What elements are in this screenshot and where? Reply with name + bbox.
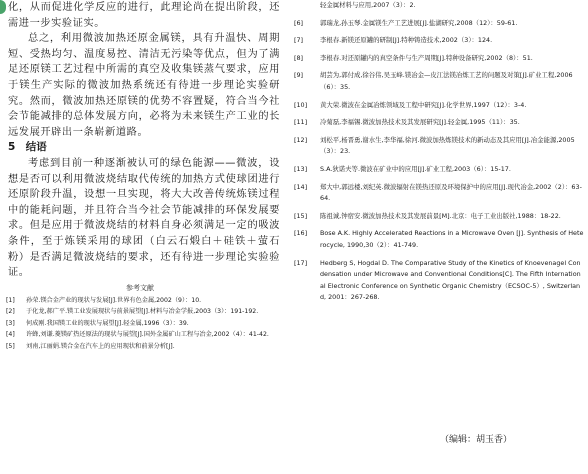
reference-text: 于化龙,郝广平.镁工业发展现状与前景展望[J].材料与冶金学报,2003（3）：191-192. — [26, 308, 259, 316]
reference-item — [6, 330, 280, 341]
reference-number: [8] — [294, 53, 304, 62]
reference-number: [7] — [294, 36, 304, 45]
reference-text: 陈祖诚,钟宿安.微波加热技术及其发展前景[M].北京：电子工业出版社,1988：18-22. — [320, 211, 561, 220]
reference-text: 刘南,江丽娟.镁合金在汽车上的应用现状和前景分析[J]. — [26, 343, 175, 351]
reference-text: 黄大荣.微波在金属冶炼领域及工程中研究[J].化学世界,1997（12）：3-4. — [320, 100, 527, 109]
reference-item — [294, 182, 584, 205]
reference-number: [9] — [294, 71, 304, 80]
paragraph-conclusion: 考虑到目前一种逐渐被认可的绿色能源——微波，设想是否可以利用微波烧结取代传统的加热方式使球团进行还原阶段升温，设想一旦实现，将大大改善传统炼镁过程中的能耗问题，并且符合当今社会节能减排的环保发展要求。但是应用于微波烧结的材料自身必须满足一定的吸波条件，至于炼镁采用的球团（白云石煅白＋硅铁＋萤石粉）是否满足微波烧结的要求，还有待进一步理论实验验证。 — [8, 157, 280, 279]
references-title: 参考文献 — [126, 283, 154, 292]
reference-item — [6, 342, 280, 353]
reference-number: [2] — [6, 308, 15, 316]
right-column — [294, 0, 584, 310]
reference-item — [6, 296, 280, 307]
reference-item — [6, 319, 280, 330]
reference-item — [294, 135, 584, 158]
reference-text: 轻金属材料与应用,2007（3）：2. — [320, 1, 416, 9]
reference-number: [12] — [294, 135, 308, 144]
reference-number: [13] — [294, 164, 308, 173]
reference-item — [294, 117, 584, 129]
reference-number: [3] — [6, 319, 15, 327]
references-list-left — [0, 296, 280, 353]
reference-text: S.A.狄诺夫等.微波在矿业中的应用[J].矿业工程,2003（6）：15-17. — [320, 164, 511, 173]
reference-number: [16] — [294, 229, 308, 238]
section-heading: 5 结语 — [8, 141, 47, 154]
reference-text: 胡芸为,郭付成,徐谷伟,吴玉峰.镁冶金—皮江法镁冶炼工艺的问题及对策[J].矿业工程,2006（6）：35. — [320, 71, 573, 91]
reference-text: 李根春.对还原罐内的真空条件与生产周期[J].特种设备研究,2002（8）：51. — [320, 53, 533, 62]
reference-item — [294, 211, 584, 223]
reference-item — [294, 258, 584, 304]
reference-item — [294, 70, 584, 93]
reference-text: 郭瑞龙,孙玉琴.金属镁生产工艺进展[J].盐湖研究,2008（12）：59-61. — [320, 18, 518, 27]
reference-item — [294, 100, 584, 112]
editor-credit: （编辑：胡玉香） — [440, 435, 513, 445]
reference-text: Hedberg S, Hogdal D. The Comparative Study of the Kinetics of Knoevenagel Condensation under Microwave and Conventional Conditions[C]. The Fifth International Electronic Conference on Synthetic Organic Chemistry（ECSOC-5）, Switzerland, 2001：267-268. — [320, 258, 581, 302]
reference-text: 冷菊磊,李福锡.微波加热技术及其发展研究[J].轻金属,1995（11）：35. — [320, 118, 520, 127]
reference-number: [11] — [294, 118, 308, 127]
reference-item — [6, 307, 280, 318]
reference-text: 郑大中,郭远楼,刘纪英.微波辐射在镁热还原及环境保护中的应用[J].现代冶金,2002（2）：63-64. — [320, 182, 582, 203]
reference-number: [5] — [6, 343, 15, 351]
reference-number: [10] — [294, 100, 308, 109]
reference-number: [15] — [294, 211, 308, 220]
reference-item — [294, 53, 584, 65]
reference-text: 许蜂,刘谦.菱镁矿热还原法的现状与展望[J].国外金属矿山工程与冶金,2002（4）：41-42. — [26, 331, 269, 339]
paragraph-summary: 总之，利用微波加热还原金属镁，具有升温快、周期短、受热均匀、温度易控、清洁无污染等优点，但为了满足还原镁工艺过程中所需的真空及收集镁蒸气要求，应用于镁生产实际的微波加热系统还有待进一步理论实验研究。然而，微波加热还原镁的优势不容置疑，符合当今社会节能减排的总体发展方向，必将为未来镁生产工业的长远发展开辟出一条崭新道路。 — [8, 33, 280, 138]
reference-number: [4] — [6, 331, 15, 339]
reference-number: [17] — [294, 258, 308, 267]
reference-number: [6] — [294, 18, 304, 27]
left-column — [0, 0, 280, 354]
reference-text: 李根春.新镁还原罐的研制[J].特种铸造技术,2002（3）：124. — [320, 36, 493, 45]
reference-item — [294, 18, 584, 30]
reference-item — [294, 228, 584, 251]
reference-number: [1] — [6, 296, 15, 304]
reference-text: 孙荣.镁合金产业的现状与发展[J].世界有色金属,2002（9）：10. — [26, 296, 202, 304]
paragraph-intro: 化，从而促进化学反应的进行，此理论尚在提出阶段，还需进一步实验证实。 — [8, 2, 280, 29]
reference-item — [294, 164, 584, 176]
reference-text: 何成刚.我国镁工业的现状与展望[J].轻金属,1996（3）：39. — [26, 319, 189, 327]
reference-text: Bose A.K. Highly Accelerated Reactions in a Microwave Oven [J]. Synthesis of Heterocycle, 1990,30（2）：41-749. — [320, 229, 584, 249]
reference-continuation — [294, 0, 584, 12]
reference-item — [294, 35, 584, 47]
reference-number: [14] — [294, 182, 308, 191]
reference-text: 刘松平,杨晋勇,谢水生,李华福,徐河.微波加热炼镁技术的新动态及其应用[J].冶金能源,2005（3）：23. — [320, 135, 575, 156]
